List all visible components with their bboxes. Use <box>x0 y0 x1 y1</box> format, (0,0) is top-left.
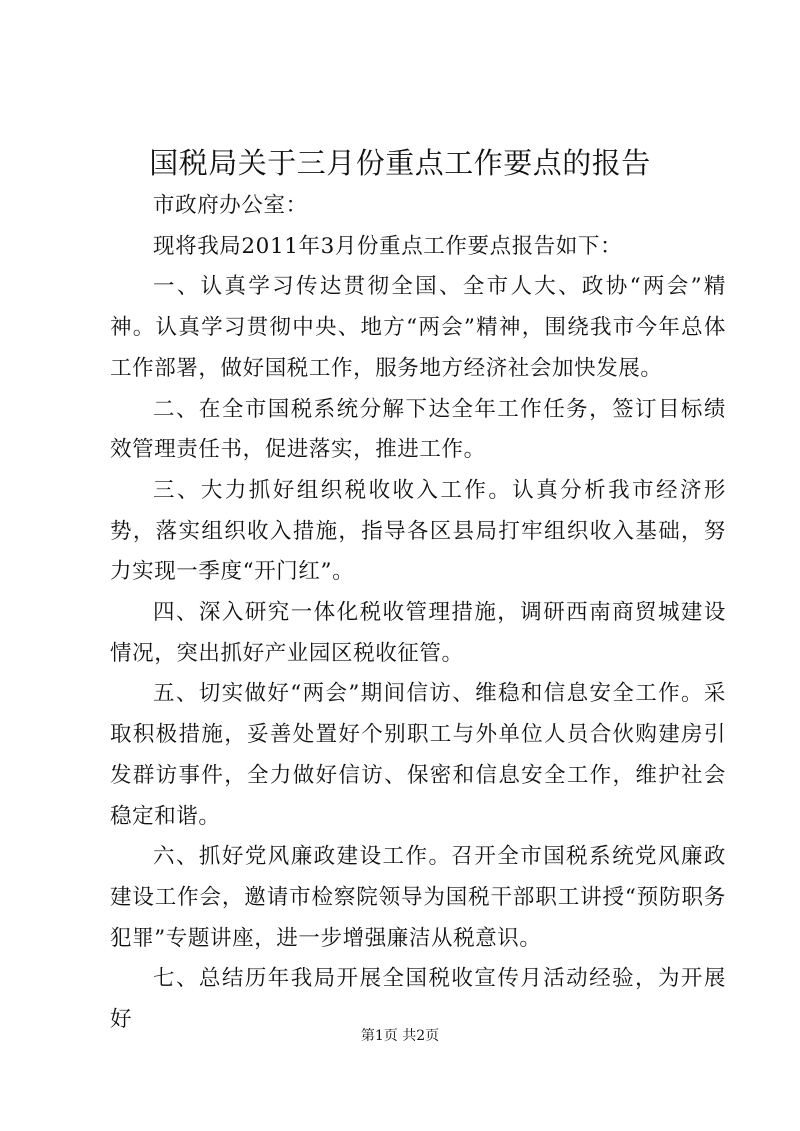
document-body <box>110 186 726 1041</box>
item-4-paragraph: 四、深入研究一体化税收管理措施，调研西南商贸城建设情况，突出抓好产业园区税收征管。 <box>110 600 726 666</box>
item-5-paragraph: 五、切实做好“两会”期间信访、维稳和信息安全工作。采取积极措施，妥善处置好个别职工与外单位人员合伙购建房引发群访事件，全力做好信访、保密和信息安全工作，维护社会稳定和谐。 <box>110 681 726 829</box>
salutation: 市政府办公室： <box>153 193 308 218</box>
page-number-footer: 第1页 共2页 <box>360 1028 440 1044</box>
item-3-paragraph: 三、大力抓好组织税收收入工作。认真分析我市经济形势，落实组织收入措施，指导各区县局打牢组织收入基础，努力实现一季度“开门红”。 <box>110 477 726 585</box>
item-6-paragraph: 六、抓好党风廉政建设工作。召开全市国税系统党风廉政建设工作会，邀请市检察院领导为国税干部职工讲授“预防职务犯罪”专题讲座，进一步增强廉洁从税意识。 <box>110 844 726 951</box>
document-title: 国税局关于三月份重点工作要点的报告 <box>149 146 651 180</box>
item-7-paragraph: 七、总结历年我局开展全国税收宣传月活动经验，为开展好 <box>110 966 726 1033</box>
item-1-paragraph: 一、认真学习传达贯彻全国、全市人大、政协“两会”精神。认真学习贯彻中央、地方“两会”精神，围绕我市今年总体工作部署，做好国税工作，服务地方经济社会加快发展。 <box>110 274 726 381</box>
item-2-paragraph: 二、在全市国税系统分解下达全年工作任务，签订目标绩效管理责任书，促进落实，推进工作。 <box>110 396 726 463</box>
intro-paragraph: 现将我局2011年3月份重点工作要点报告如下： <box>153 233 623 259</box>
